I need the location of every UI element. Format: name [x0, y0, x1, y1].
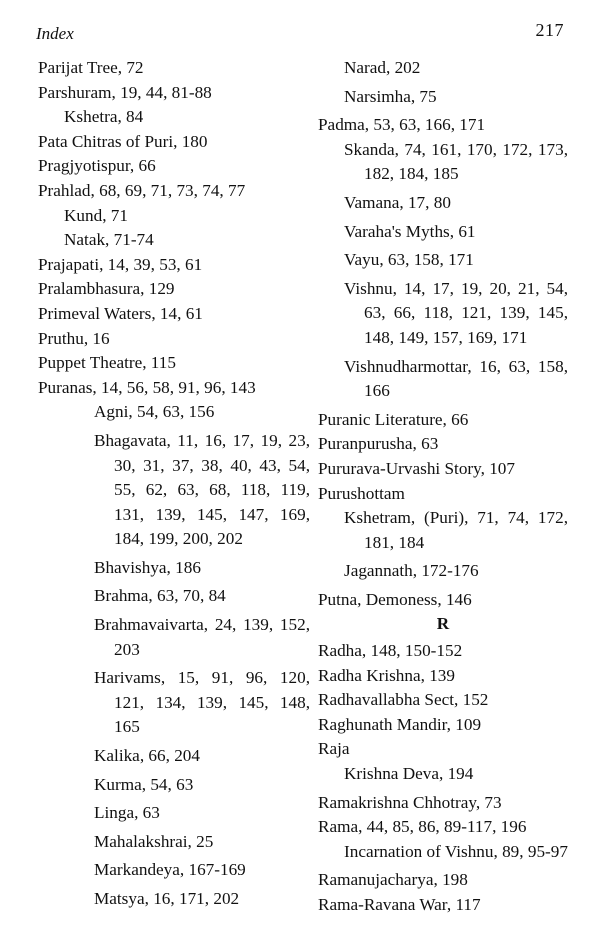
index-subentry: Kshetra, 84 [64, 107, 144, 127]
index-subentry: Kalika, 66, 204 [94, 746, 200, 766]
index-entry: Raghunath Mandir, 109 [318, 714, 482, 734]
index-subentry: Agni, 54, 63, 156 [94, 402, 215, 422]
index-entry: Putna, Demoness, 146 [318, 589, 472, 609]
index-entry: Pragjyotispur, 66 [38, 156, 156, 176]
entry-spacer [38, 912, 310, 916]
index-entry: Pururava-Urvashi Story, 107 [318, 458, 515, 478]
index-entry: Radhavallabha Sect, 152 [318, 690, 489, 710]
index-entry: Parijat Tree, 72 [38, 58, 144, 77]
index-entry: Ramanujacharya, 198 [318, 870, 468, 890]
index-subentry: Bhagavata, 11, 16, 17, 19, 23, 30, 31, 37, 38, 40, 43, 54, 55, 62, 63, 68, 118, 119, 131, 139, 145, 147, 169, 184, 199, 200, 202 [94, 430, 310, 549]
index-column-right [318, 56, 568, 918]
index-entry: Primeval Waters, 14, 61 [38, 303, 203, 323]
index-entry: Pruthu, 16 [38, 328, 110, 348]
index-entry: Pata Chitras of Puri, 180 [38, 131, 208, 151]
index-entry: Raja [318, 739, 350, 759]
index-subentry: Skanda, 74, 161, 170, 172, 173, 182, 184, 185 [344, 139, 568, 184]
index-subentry: Brahmavaivarta, 24, 139, 152, 203 [94, 615, 310, 659]
index-entry: Prahlad, 68, 69, 71, 73, 74, 77 [38, 180, 246, 200]
index-entry: Puranic Literature, 66 [318, 409, 469, 429]
index-entry: Ramakrishna Chhotray, 73 [318, 792, 502, 812]
index-subentry: Narad, 202 [344, 58, 421, 77]
index-subentry: Narsimha, 75 [344, 86, 437, 106]
index-entry: Puppet Theatre, 115 [38, 353, 176, 373]
index-subentry: Markandeya, 167-169 [94, 860, 246, 880]
index-entry: Radha, 148, 150-152 [318, 641, 463, 661]
index-subentry: Vishnu, 14, 17, 19, 20, 21, 54, 63, 66, 118, 121, 139, 145, 148, 149, 157, 169, 171 [344, 278, 568, 347]
running-head: Index [36, 24, 74, 43]
index-entry: Rama, 44, 85, 86, 89-117, 196 [318, 817, 527, 837]
index-entry: Radha Krishna, 139 [318, 665, 455, 685]
index-subentry: Jagannath, 172-176 [344, 561, 479, 581]
index-subentry: Incarnation of Vishnu, 89, 95-97 [344, 841, 568, 861]
index-subentry: Linga, 63 [94, 803, 160, 823]
index-entry: Puranas, 14, 56, 58, 91, 96, 143 [38, 377, 256, 397]
index-subentry: Kund, 71 [64, 205, 128, 225]
index-subentry: Vamana, 17, 80 [344, 192, 451, 212]
page-header [36, 20, 572, 48]
index-entry: Puranpurusha, 63 [318, 434, 439, 454]
index-subentry: Kshetram, (Puri), 71, 74, 172, 181, 184 [344, 508, 568, 552]
index-column-left [38, 56, 310, 916]
index-subentry: Varaha's Myths, 61 [344, 221, 476, 241]
index-subentry: Matsya, 16, 171, 202 [94, 889, 240, 908]
index-entry: Padma, 53, 63, 166, 171 [318, 115, 486, 135]
index-entry: Parshuram, 19, 44, 81-88 [38, 82, 212, 102]
index-entry: Purushottam [318, 483, 405, 503]
index-entry: Rama-Ravana War, 117 [318, 895, 481, 914]
index-subentry: Mahalakshrai, 25 [94, 831, 214, 851]
index-entry: Pralambhasura, 129 [38, 279, 175, 299]
index-subentry: Natak, 71-74 [64, 230, 154, 250]
page-number: 217 [535, 20, 564, 40]
index-subentry: Harivams, 15, 91, 96, 120, 121, 134, 139, 145, 148, 165 [94, 668, 310, 737]
index-subentry: Vishnudharmottar, 16, 63, 158, 166 [344, 356, 568, 401]
index-subentry: Kurma, 54, 63 [94, 774, 194, 794]
index-subentry: Brahma, 63, 70, 84 [94, 586, 226, 606]
index-subentry: Vayu, 63, 158, 171 [344, 250, 474, 270]
section-letter: R [436, 614, 450, 634]
index-subentry: Krishna Deva, 194 [344, 764, 474, 784]
index-subentry: Bhavishya, 186 [94, 557, 201, 577]
index-entry: Prajapati, 14, 39, 53, 61 [38, 254, 203, 274]
